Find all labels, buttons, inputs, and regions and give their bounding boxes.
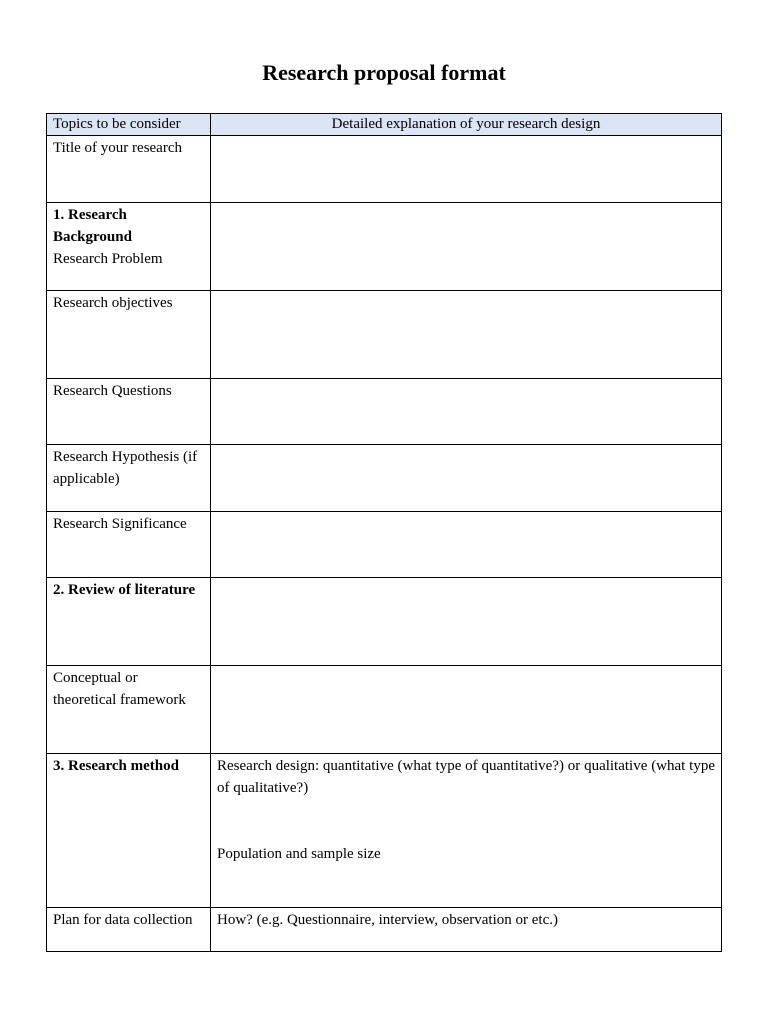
topic-cell bbox=[47, 203, 211, 291]
header-topics: Topics to be consider bbox=[47, 114, 211, 136]
detail-cell[interactable] bbox=[211, 291, 722, 379]
topic-cell bbox=[47, 908, 211, 952]
topic-cell bbox=[47, 291, 211, 379]
table-row bbox=[47, 754, 722, 908]
topic-cell bbox=[47, 578, 211, 666]
topic-label: Research objectives bbox=[53, 295, 173, 311]
topic-cell bbox=[47, 754, 211, 908]
detail-cell[interactable] bbox=[211, 666, 722, 754]
table-row bbox=[47, 203, 722, 291]
table-row bbox=[47, 136, 722, 203]
topic-cell bbox=[47, 136, 211, 203]
detail-cell[interactable] bbox=[211, 578, 722, 666]
topic-label: Plan for data collection bbox=[53, 912, 193, 928]
detail-text: Research design: quantitative (what type of quantitative?) or qualitative (what type of qualitative?) bbox=[217, 758, 715, 796]
table-row bbox=[47, 578, 722, 666]
detail-cell[interactable] bbox=[211, 203, 722, 291]
table-header-row bbox=[47, 114, 722, 136]
topic-label: Research Problem bbox=[53, 251, 163, 267]
topic-cell bbox=[47, 512, 211, 578]
topic-label: Research Questions bbox=[53, 383, 172, 399]
topic-cell bbox=[47, 445, 211, 512]
detail-cell[interactable] bbox=[211, 445, 722, 512]
topic-label: Title of your research bbox=[53, 140, 182, 156]
detail-text: Population and sample size bbox=[217, 846, 381, 862]
table-row bbox=[47, 379, 722, 445]
topic-cell bbox=[47, 666, 211, 754]
detail-cell[interactable] bbox=[211, 754, 722, 908]
detail-cell[interactable] bbox=[211, 512, 722, 578]
detail-text: How? (e.g. Questionnaire, interview, observation or etc.) bbox=[217, 912, 558, 928]
detail-cell[interactable] bbox=[211, 379, 722, 445]
proposal-format-table bbox=[46, 113, 722, 952]
detail-cell[interactable] bbox=[211, 136, 722, 203]
table-row bbox=[47, 666, 722, 754]
section-heading: 3. Research method bbox=[53, 758, 179, 774]
table-row bbox=[47, 512, 722, 578]
topic-label: Conceptual or theoretical framework bbox=[53, 670, 186, 708]
detail-cell[interactable] bbox=[211, 908, 722, 952]
table-row bbox=[47, 908, 722, 952]
section-heading: 1. Research Background bbox=[53, 207, 132, 245]
header-detailed-explanation: Detailed explanation of your research design bbox=[211, 114, 722, 136]
table-row bbox=[47, 445, 722, 512]
topic-cell bbox=[47, 379, 211, 445]
table-row bbox=[47, 291, 722, 379]
topic-label: Research Hypothesis (if applicable) bbox=[53, 449, 198, 487]
document-title: Research proposal format bbox=[262, 60, 506, 85]
section-heading: 2. Review of literature bbox=[53, 582, 196, 598]
topic-label: Research Significance bbox=[53, 516, 187, 532]
